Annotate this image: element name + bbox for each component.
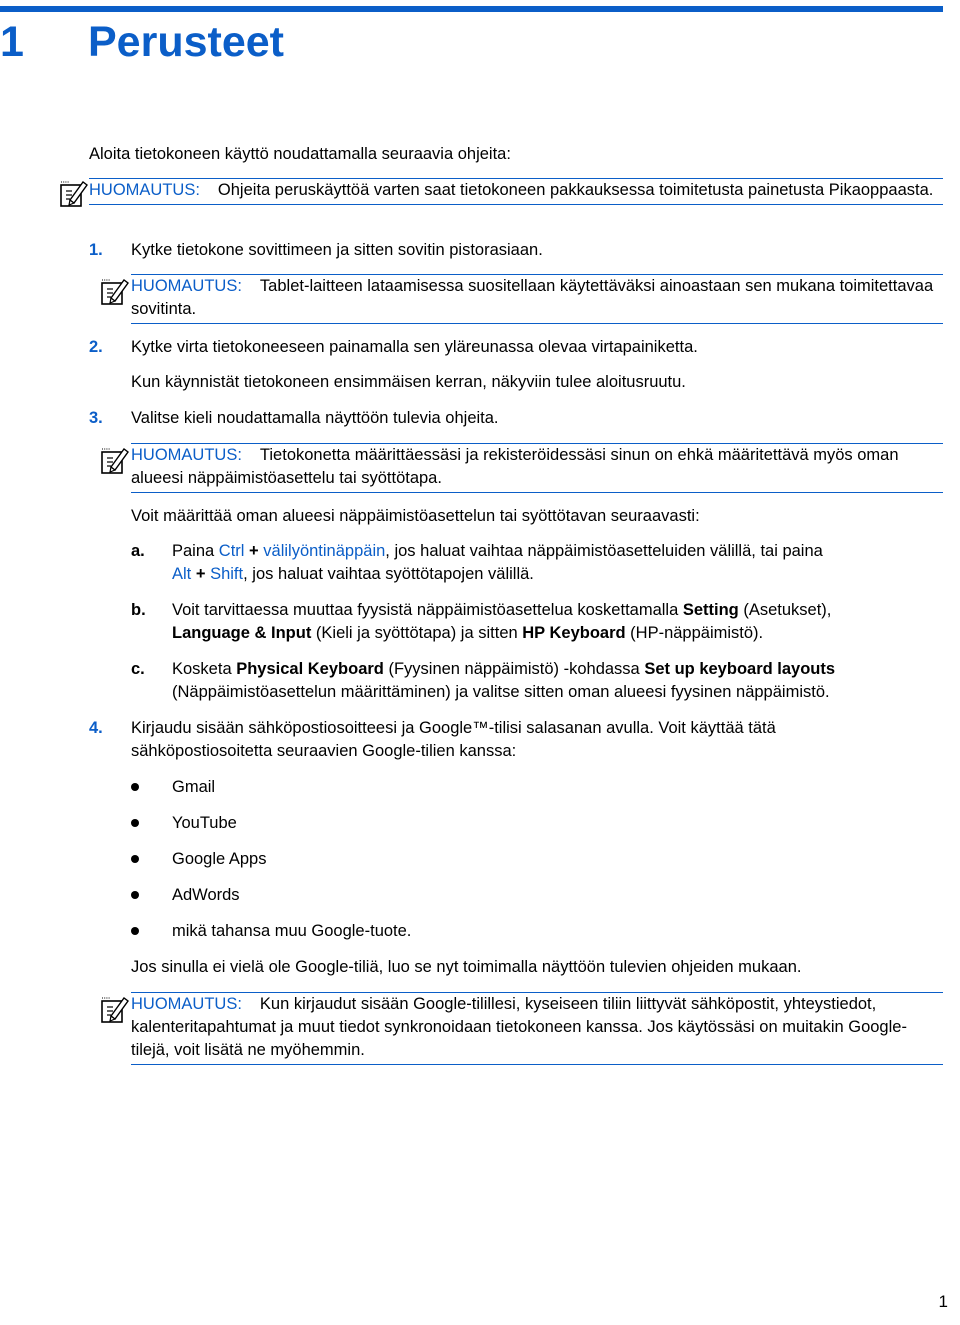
note-label: HUOMAUTUS: — [131, 277, 242, 295]
note-2 — [131, 274, 943, 324]
menu-language-input: Language & Input — [172, 624, 312, 642]
chapter-number: 1 — [0, 18, 24, 66]
step-detail: Voit määrittää oman alueesi näppäimistöasettelun tai syöttötavan seuraavasti: — [131, 507, 700, 525]
substep-a-text: Paina Ctrl + välilyöntinäppäin, jos haluat vaihtaa näppäimistöasetteluiden välillä, tai paina Alt + Shift, jos haluat vaihtaa syöttötapojen välillä. — [172, 542, 823, 583]
substep-b-text: Voit tarvittaessa muuttaa fyysistä näppäimistöasettelua koskettamalla Setting (Asetukset), Language & Input (Kieli ja syöttötapa) ja sitten HP Keyboard (HP-näppäimistö). — [172, 601, 832, 642]
note-label: HUOMAUTUS: — [131, 446, 242, 464]
menu-set-up-keyboard-layouts: Set up keyboard layouts — [644, 660, 836, 678]
step-number: 3. — [89, 409, 103, 427]
substep-c-text: Kosketa Physical Keyboard (Fyysinen näppäimistö) -kohdassa Set up keyboard layouts (Näppäimistöasettelun määrittäminen) ja valitse sitten oman alueesi fyysinen näppäimistö. — [172, 660, 836, 701]
step-text: Kirjaudu sisään sähköpostiosoitteesi ja Google™-tilisi salasanan avulla. Voit käyttää tätä sähköpostiosoitetta seuraavien Google-tilien kanssa: — [131, 719, 776, 760]
note-4 — [131, 992, 943, 1065]
note-text: Tablet-laitteen lataamisessa suositellaan käytettäväksi ainoastaan sen mukana toimitettavaa sovitinta. — [131, 277, 934, 318]
key-ctrl: Ctrl — [218, 542, 245, 560]
chapter-heading — [0, 18, 284, 67]
note-text: Kun kirjaudut sisään Google-tilillesi, kyseiseen tiliin liittyvät sähköpostit, yhteystiedot, kalenteritapahtumat ja muut tiedot synkronoidaan tietokoneen kanssa. Jos käytössäsi on muitakin Google-tilejä, voit lisätä ne myöhemmin. — [131, 995, 907, 1059]
chapter-title: Perusteet — [88, 18, 284, 66]
list-item: Google Apps — [172, 850, 267, 868]
substep-marker: a. — [131, 542, 145, 560]
step-number: 2. — [89, 338, 103, 356]
substep-marker: b. — [131, 601, 146, 619]
bullet — [131, 855, 139, 863]
menu-setting: Setting — [682, 601, 739, 619]
page-number: 1 — [938, 1292, 948, 1311]
substep-marker: c. — [131, 660, 145, 678]
step-text: Kytke tietokone sovittimeen ja sitten sovitin pistorasiaan. — [131, 241, 543, 259]
intro-text: Aloita tietokoneen käyttö noudattamalla seuraavia ohjeita: — [89, 145, 511, 163]
list-item: mikä tahansa muu Google-tuote. — [172, 922, 412, 940]
list-item: AdWords — [172, 886, 240, 904]
list-item: Gmail — [172, 778, 216, 796]
step-detail: Kun käynnistät tietokoneen ensimmäisen kerran, näkyviin tulee aloitusruutu. — [131, 373, 686, 391]
list-item: YouTube — [172, 814, 237, 832]
note-label: HUOMAUTUS: — [131, 995, 242, 1013]
step-number: 1. — [89, 241, 103, 259]
step-number: 4. — [89, 719, 103, 737]
bullet — [131, 819, 139, 827]
note-icon — [99, 994, 129, 1024]
menu-physical-keyboard: Physical Keyboard — [236, 660, 384, 678]
note-label: HUOMAUTUS: — [89, 181, 200, 199]
key-space: välilyöntinäppäin — [263, 542, 386, 560]
step-text: Kytke virta tietokoneeseen painamalla sen yläreunassa olevaa virtapainiketta. — [131, 338, 698, 356]
key-alt: Alt — [172, 565, 192, 583]
note-text: Ohjeita peruskäyttöä varten saat tietokoneen pakkauksessa toimitetusta painetusta Pikaoppaasta. — [217, 181, 934, 199]
note-icon — [58, 178, 88, 208]
note-text: Tietokonetta määrittäessäsi ja rekisteröidessäsi sinun on ehkä määritettävä myös oman alueesi näppäimistöasettelu tai syöttötapa. — [131, 446, 899, 487]
note-3 — [131, 443, 943, 493]
note-1 — [89, 178, 943, 205]
chapter-top-rule — [0, 6, 943, 12]
step-detail: Jos sinulla ei vielä ole Google-tiliä, luo se nyt toimimalla näyttöön tulevien ohjeiden mukaan. — [131, 958, 802, 976]
note-icon — [99, 276, 129, 306]
key-shift: Shift — [210, 565, 244, 583]
bullet — [131, 891, 139, 899]
bullet — [131, 783, 139, 791]
note-icon — [99, 445, 129, 475]
menu-hp-keyboard: HP Keyboard — [522, 624, 626, 642]
step-text: Valitse kieli noudattamalla näyttöön tulevia ohjeita. — [131, 409, 499, 427]
bullet — [131, 927, 139, 935]
